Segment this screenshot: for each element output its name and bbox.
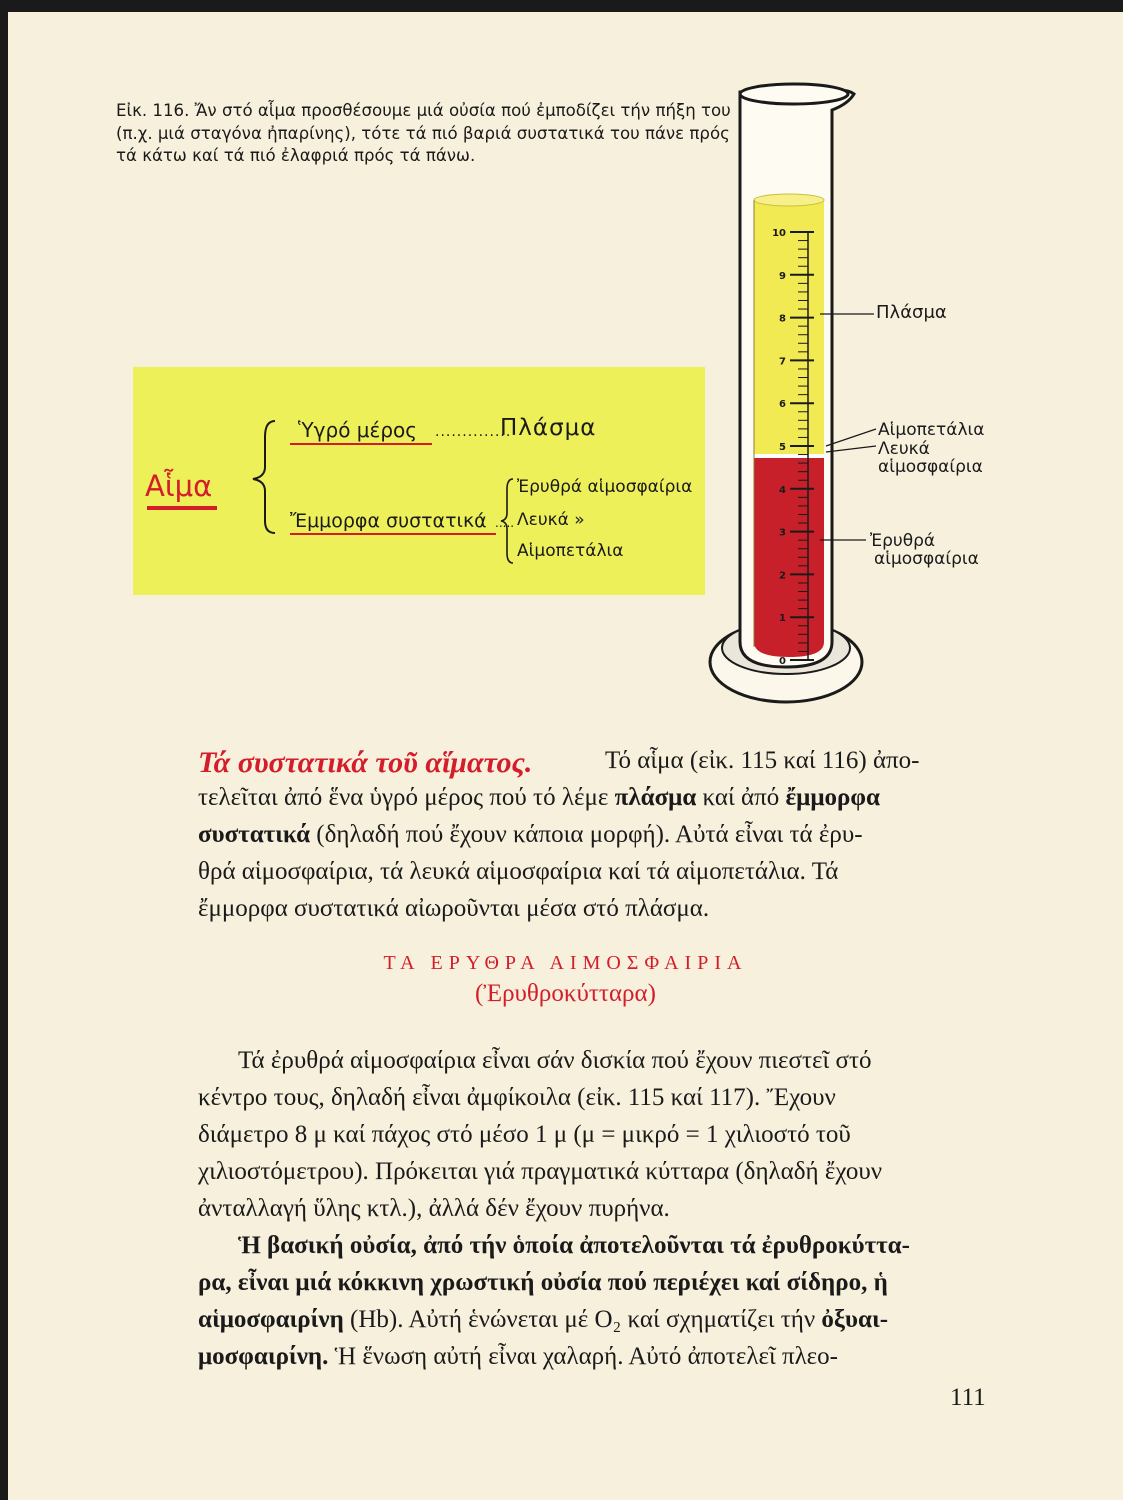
term-hemoglobin: αἱμοσφαιρίνη bbox=[198, 1306, 344, 1333]
cylinder-platelets-label: Αἱμοπετάλια bbox=[878, 420, 985, 440]
p1-text: τελεῖται ἀπό ἕνα ὑγρό μέρος πού τό λέμε bbox=[198, 784, 615, 811]
paragraph-2-line-5: ἀνταλλαγή ὕλης κτλ.), ἀλλά δέν ἔχουν πυρήνα. bbox=[198, 1195, 670, 1222]
paragraph-1-line-1: Τό αἷμα (εἰκ. 115 καί 116) ἀπο- bbox=[605, 747, 920, 774]
term-oxyhemoglobin-end: μοσφαιρίνη. bbox=[198, 1343, 329, 1370]
scale-label: 4 bbox=[779, 484, 786, 496]
term-plasma: πλάσμα bbox=[614, 784, 697, 811]
blood-composition-diagram bbox=[133, 367, 705, 595]
paragraph-3-line-1: Ἡ βασική οὐσία, ἀπό τήν ὁποία ἀποτελοῦνται τά ἐρυθροκύττα- bbox=[238, 1232, 910, 1259]
formed-elements-label: Ἔμμορφα συστατικά bbox=[290, 510, 487, 532]
book-page bbox=[8, 12, 1123, 1500]
fluid-underline bbox=[290, 443, 432, 445]
main-brace bbox=[245, 417, 285, 537]
p3-text: (Hb). Αὐτή ἑνώνεται μέ O₂ καί σχηματίζει τήν bbox=[343, 1306, 822, 1333]
paragraph-1-line-5: ἔμμορφα συστατικά αἰωροῦνται μέσα στό πλάσμα. bbox=[198, 895, 710, 922]
formed-underline bbox=[290, 533, 496, 535]
cylinder-plasma-label: Πλάσμα bbox=[876, 302, 947, 323]
paragraph-2-line-2: κέντρο τους, δηλαδή εἶναι ἀμφίκοιλα (εἰκ. 115 καί 117). Ἔχουν bbox=[198, 1084, 836, 1111]
p1-text: (δηλαδή πού ἔχουν κάποια μορφή). Αὐτά εἶναι τά ἐρυ- bbox=[310, 821, 863, 848]
plasma-label: Πλάσμα bbox=[500, 415, 597, 441]
p1-text: καί ἀπό bbox=[696, 784, 786, 811]
scale-label: 3 bbox=[779, 527, 786, 539]
fluid-part-label: Ὑγρό μέρος bbox=[298, 418, 418, 442]
paragraph-2-line-3: διάμετρο 8 μ καί πάχος στό μέσο 1 μ (μ = μικρό = 1 χιλιοστό τοῦ bbox=[198, 1121, 851, 1148]
paragraph-1-line-4: θρά αἱμοσφαίρια, τά λευκά αἱμοσφαίρια καί τά αἱμοπετάλια. Τά bbox=[198, 858, 839, 885]
paragraph-2-line-1: Τά ἐρυθρά αἱμοσφαίρια εἶναι σάν δισκία πού ἔχουν πιεστεῖ στό bbox=[238, 1047, 872, 1074]
cylinder-rim bbox=[740, 84, 848, 104]
scale-label: 8 bbox=[779, 313, 786, 325]
cells-brace bbox=[499, 475, 519, 567]
cylinder-white-label-2: αἱμοσφαίρια bbox=[878, 457, 983, 477]
platelets-item: Αἱμοπετάλια bbox=[517, 541, 624, 561]
cylinder-white-label-1: Λευκά bbox=[878, 439, 930, 459]
section-subheading: (Ἐρυθροκύτταρα) bbox=[475, 980, 656, 1007]
paragraph-1-line-2 bbox=[198, 779, 880, 817]
scale-label: 2 bbox=[779, 570, 786, 582]
figure-caption: Εἰκ. 116. Ἄν στό αἷμα προσθέσουμε μιά οὐσία πού ἐμποδίζει τήν πήξη του (π.χ. μιά σταγόνα ἠπαρίνης), τότε τά πιό βαριά συστατικά του πάνε πρός τά κάτω καί τά πιό ἐλαφριά πρός τά πάνω. bbox=[116, 101, 731, 165]
blood-underline bbox=[147, 506, 217, 510]
scale-label: 1 bbox=[779, 613, 786, 625]
red-cells-item: Ἐρυθρά αἱμοσφαίρια bbox=[517, 477, 693, 497]
plasma-surface bbox=[754, 194, 824, 206]
section-heading: ΤΑ ΕΡΥΘΡΑ ΑΙΜΟΣΦΑΙΡΙΑ bbox=[383, 952, 748, 974]
paragraph-3-line-4 bbox=[198, 1338, 838, 1376]
term-formed: ἔμμορφα bbox=[785, 784, 880, 811]
blood-label: Αἷμα bbox=[145, 469, 213, 503]
cylinder-red-label-1: Ἐρυθρά bbox=[870, 531, 936, 551]
fluid-dots: .............. bbox=[435, 424, 512, 440]
p3-text: Ἡ ἕνωση αὐτή εἶναι χαλαρή. Αὐτό ἀποτελεῖ πλεο- bbox=[328, 1343, 839, 1370]
scale-label: 10 bbox=[772, 228, 786, 239]
formed-dots: ..... bbox=[495, 516, 515, 530]
scale-label: 0 bbox=[779, 656, 786, 667]
term-elements: συστατικά bbox=[198, 821, 311, 848]
scale-label: 5 bbox=[779, 442, 786, 453]
white-cells-item: Λευκά » bbox=[517, 510, 585, 530]
paragraph-2-line-4: χιλιοστόμετρου). Πρόκειται γιά πραγματικά κύτταρα (δηλαδή ἔχουν bbox=[198, 1158, 883, 1185]
scale-label: 7 bbox=[779, 356, 786, 368]
scale-label: 6 bbox=[779, 399, 786, 411]
page-number: 111 bbox=[950, 1384, 986, 1411]
paragraph-3-line-3 bbox=[198, 1301, 888, 1339]
cylinder-red-label-2: αἱμοσφαίρια bbox=[874, 549, 979, 569]
section-title: Τά συστατικά τοῦ αἵματος. bbox=[198, 746, 533, 779]
term-oxyhemoglobin: ὀξυαι- bbox=[821, 1306, 889, 1333]
paragraph-3-line-2: ρα, εἶναι μιά κόκκινη χρωστική οὐσία πού περιέχει καί σίδηρο, ἡ bbox=[198, 1269, 888, 1296]
scale-label: 9 bbox=[779, 270, 786, 282]
cylinder-leader-lines bbox=[808, 302, 888, 562]
paragraph-1-line-3 bbox=[198, 816, 863, 854]
